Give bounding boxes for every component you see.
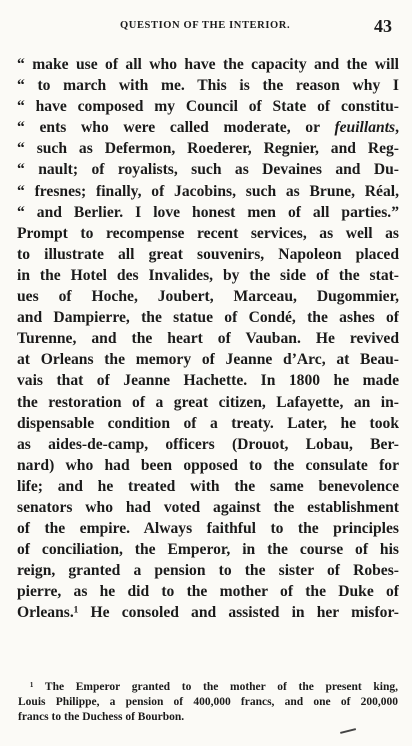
text-line: “ and Berlier. I love honest men of all parties.” <box>17 203 399 221</box>
text-line: as aides-de-camp, officers (Drouot, Lobau, Ber- <box>17 435 399 453</box>
text-line: dispensable condition of a treaty. Later, he took <box>17 414 399 432</box>
page-number: 43 <box>374 16 392 36</box>
text-line: “ fresnes; finally, of Jacobins, such as Brune, Réal, <box>17 182 399 200</box>
footnote-line: ¹ The Emperor granted to the mother of the present king, <box>30 681 398 693</box>
text-line: at Orleans the memory of Jeanne d’Arc, at Beau- <box>17 351 399 369</box>
text-line: the restoration of a great citizen, Lafayette, an in- <box>17 393 399 411</box>
text-line: ues of Hoche, Joubert, Marceau, Dugommier, <box>17 288 399 306</box>
text-line: of the empire. Always faithful to the principles <box>17 520 399 538</box>
text-line: in the Hotel des Invalides, by the side of the stat- <box>17 266 399 284</box>
text-line: “ have composed my Council of State of constitu- <box>17 98 399 116</box>
text-line: “ nault; of royalists, such as Devaines and Du- <box>17 161 399 179</box>
footnote-line: Louis Philippe, a pension of 400,000 francs, and one of 200,000 <box>18 696 398 708</box>
italic-term: feuillants <box>334 119 396 137</box>
text-line: to illustrate all great souvenirs, Napoleon placed <box>17 245 399 263</box>
text-line: reign, granted a pension to the sister of Robes- <box>17 562 399 580</box>
text-line: “ ents who were called moderate, or feuillants, <box>17 119 399 137</box>
text-line: life; and he treated with the same benevolence <box>17 477 399 495</box>
ink-mark <box>340 728 356 733</box>
text-line: nard) who had been opposed to the consulate for <box>17 456 399 474</box>
text-line: “ make use of all who have the capacity and the will <box>17 56 399 73</box>
text-line: “ to march with me. This is the reason why I <box>17 77 399 95</box>
text-line: Prompt to recompense recent services, as well as <box>17 224 399 242</box>
text-line: Turenne, and the heart of Vauban. He revived <box>17 330 399 348</box>
text-line: and Dampierre, the statue of Condé, the ashes of <box>17 309 399 327</box>
footnote <box>18 680 398 725</box>
text-line: of conciliation, the Emperor, in the course of his <box>17 541 399 559</box>
text-line: Orleans.¹ He consoled and assisted in her misfor- <box>17 604 399 622</box>
text-line: pierre, as he did to the mother of the Duke of <box>17 583 399 601</box>
text-line: senators who had voted against the establishment <box>17 498 399 516</box>
running-head: QUESTION OF THE INTERIOR. <box>120 20 291 31</box>
text-line: “ such as Defermon, Roederer, Regnier, and Reg- <box>17 140 399 158</box>
page-header <box>18 18 396 40</box>
text-line: vais that of Jeanne Hachette. In 1800 he made <box>17 372 399 390</box>
body-text <box>17 54 399 624</box>
footnote-line: francs to the Duchess of Bourbon. <box>18 711 185 723</box>
